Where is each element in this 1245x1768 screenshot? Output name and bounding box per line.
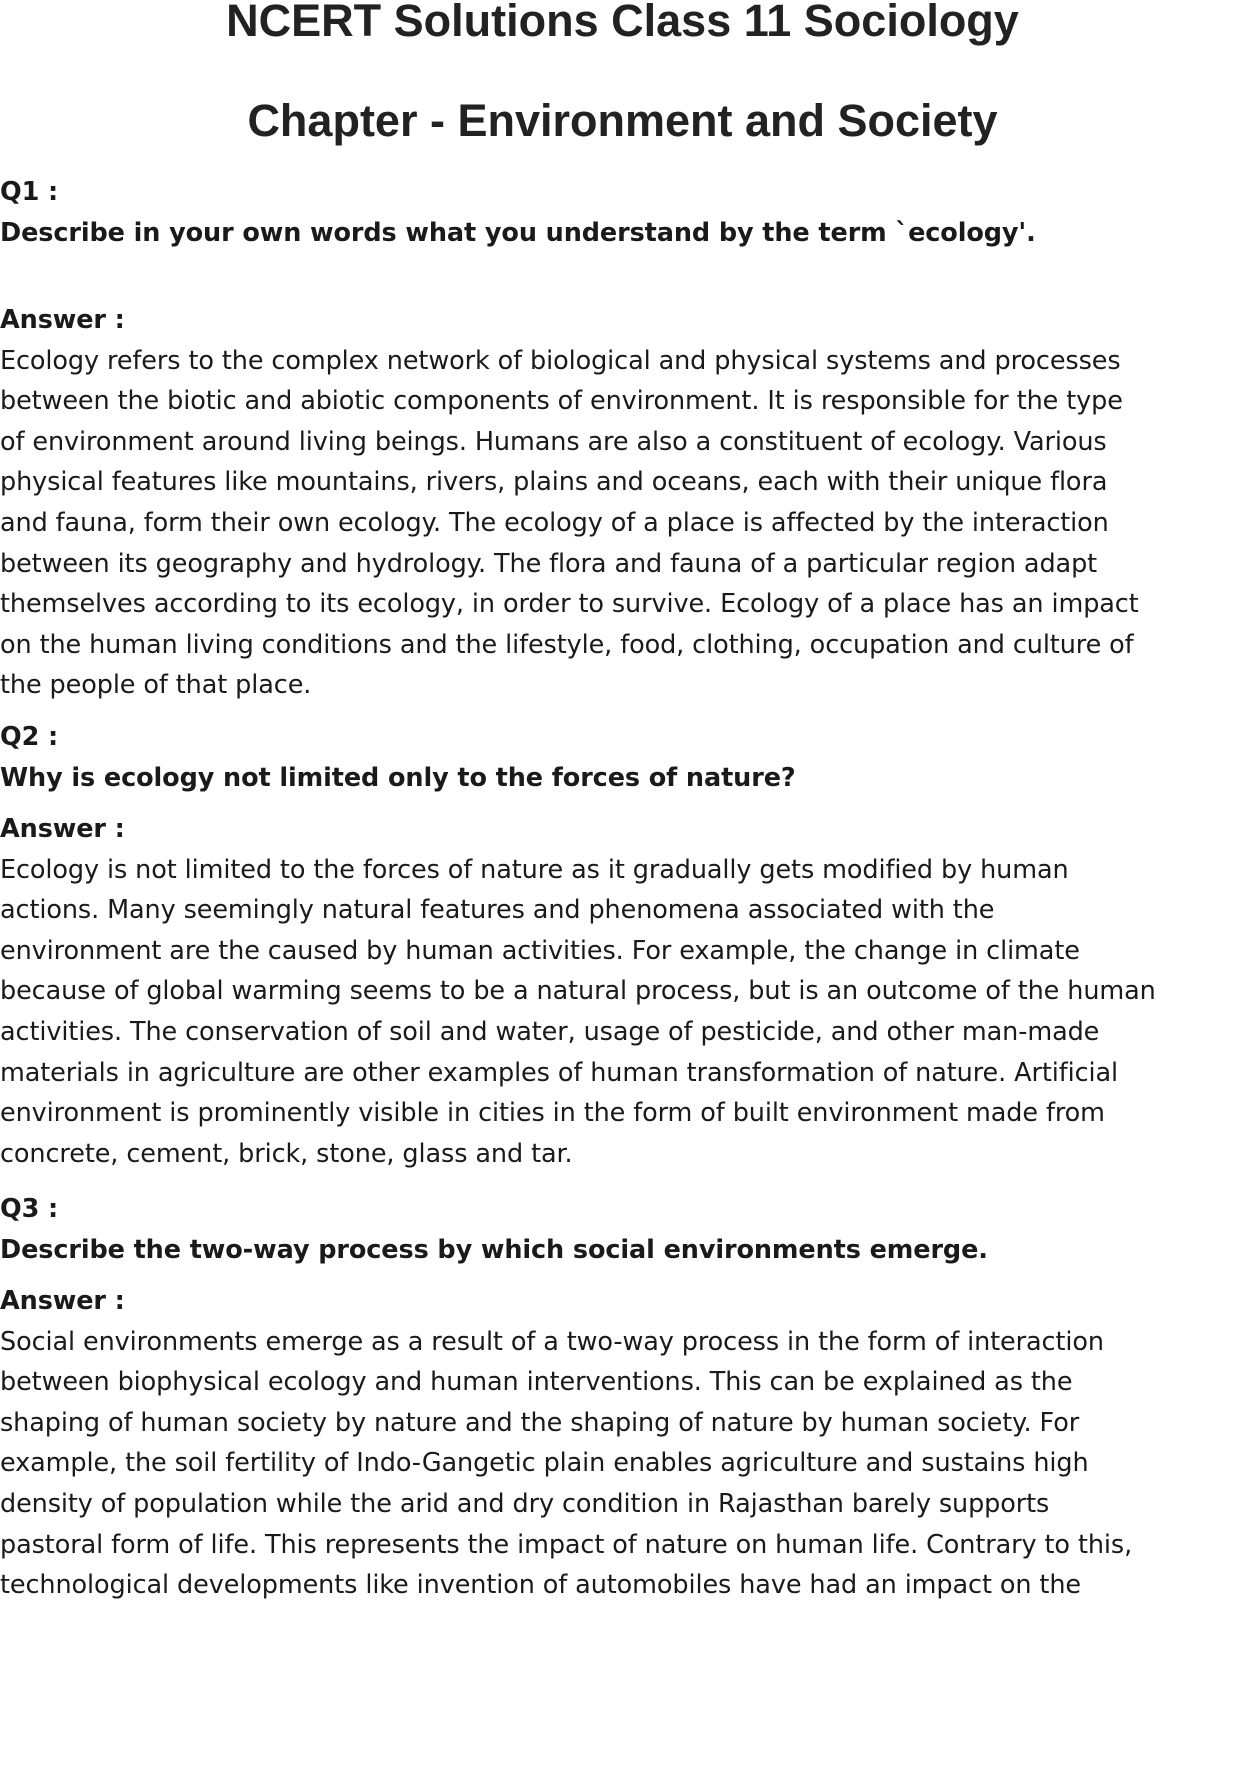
question-label: Q1 :: [0, 177, 59, 207]
answer-line: environment is prominently visible in cities in the form of built environment made from: [0, 1098, 1105, 1129]
document-title: NCERT Solutions Class 11 Sociology: [226, 0, 1019, 46]
answer-line: Ecology is not limited to the forces of nature as it gradually gets modified by human: [0, 854, 1069, 885]
answer-line: activities. The conservation of soil and water, usage of pesticide, and other man-made: [0, 1016, 1100, 1047]
answer-line: between its geography and hydrology. The flora and fauna of a particular region adapt: [0, 548, 1098, 579]
answer-line: between biophysical ecology and human interventions. This can be explained as the: [0, 1367, 1073, 1398]
answer-line: themselves according to its ecology, in order to survive. Ecology of a place has an impact: [0, 589, 1139, 620]
question-block-1: [0, 172, 1245, 253]
answer-block-3: [0, 1281, 1245, 1606]
answer-line: because of global warming seems to be a natural process, but is an outcome of the human: [0, 976, 1156, 1007]
answer-line: example, the soil fertility of Indo-Gangetic plain enables agriculture and sustains high: [0, 1448, 1089, 1479]
answer-line: Social environments emerge as a result of a two-way process in the form of interaction: [0, 1326, 1104, 1357]
answer-line: on the human living conditions and the lifestyle, food, clothing, occupation and culture of: [0, 629, 1134, 660]
answer-line: technological developments like invention of automobiles have had an impact on the: [0, 1570, 1081, 1601]
question-block-2: [0, 717, 1245, 798]
answer-line: between the biotic and abiotic components of environment. It is responsible for the type: [0, 386, 1123, 417]
answer-line: environment are the caused by human activities. For example, the change in climate: [0, 935, 1080, 966]
answer-line: the people of that place.: [0, 670, 312, 701]
question-label: Q3 :: [0, 1194, 59, 1224]
question-text: Describe in your own words what you understand by the term `ecology'.: [0, 217, 1036, 248]
answer-line: density of population while the arid and dry condition in Rajasthan barely supports: [0, 1488, 1050, 1519]
answer-line: actions. Many seemingly natural features and phenomena associated with the: [0, 895, 995, 926]
answer-line: Ecology refers to the complex network of biological and physical systems and processes: [0, 345, 1121, 376]
answer-line: of environment around living beings. Humans are also a constituent of ecology. Various: [0, 426, 1107, 457]
question-block-3: [0, 1189, 1245, 1270]
question-label: Q2 :: [0, 722, 59, 752]
answer-label: Answer :: [0, 305, 125, 335]
chapter-title: Chapter - Environment and Society: [247, 95, 998, 146]
answer-block-2: [0, 809, 1245, 1174]
answer-line: physical features like mountains, rivers, plains and oceans, each with their unique flora: [0, 467, 1108, 498]
answer-block-1: [0, 300, 1245, 706]
question-text: Describe the two-way process by which social environments emerge.: [0, 1234, 988, 1265]
answer-label: Answer :: [0, 814, 125, 844]
answer-label: Answer :: [0, 1286, 125, 1316]
answer-line: concrete, cement, brick, stone, glass and tar.: [0, 1138, 573, 1169]
question-text: Why is ecology not limited only to the forces of nature?: [0, 762, 796, 793]
answer-line: and fauna, form their own ecology. The ecology of a place is affected by the interaction: [0, 507, 1109, 538]
answer-line: materials in agriculture are other examples of human transformation of nature. Artificial: [0, 1057, 1119, 1088]
answer-line: pastoral form of life. This represents the impact of nature on human life. Contrary to this,: [0, 1529, 1133, 1560]
answer-line: shaping of human society by nature and the shaping of nature by human society. For: [0, 1407, 1080, 1438]
